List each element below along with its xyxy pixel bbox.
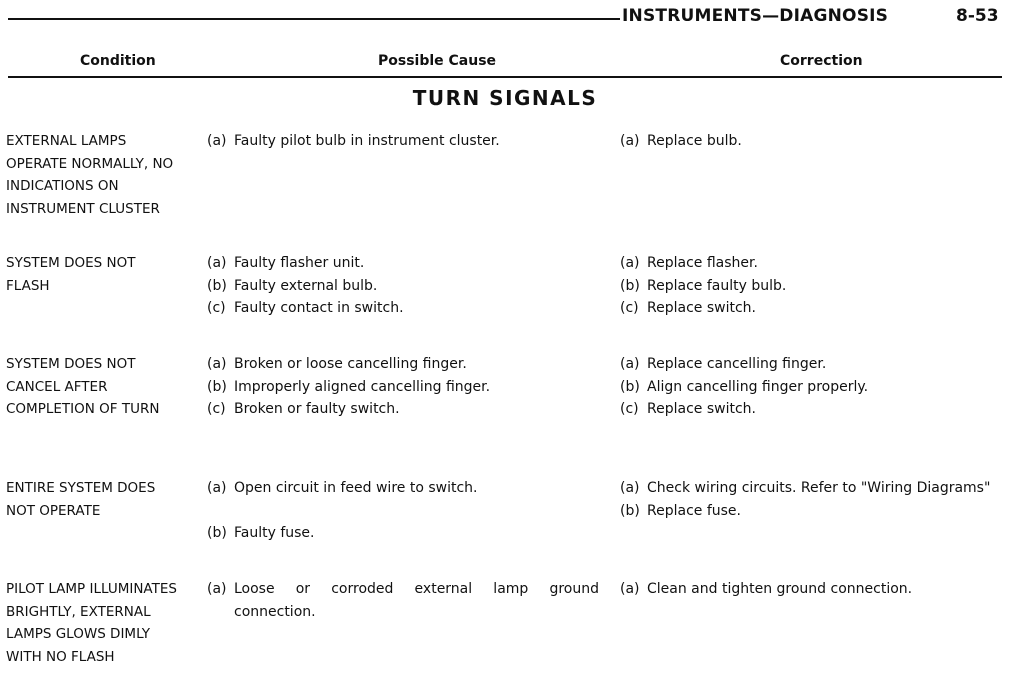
possible-cause-list [207,130,599,153]
item-text: Broken or loose cancelling finger. [234,356,467,372]
correction-item [620,275,1005,298]
item-label: (a) [207,480,227,496]
page-number: 8-53 [956,6,999,26]
item-label: (c) [207,401,226,417]
possible-cause-list [207,477,599,545]
column-header-possible-cause: Possible Cause [378,53,497,69]
cause-item [207,130,599,153]
correction-item [620,130,1005,153]
correction-item [620,500,1005,523]
column-header-correction: Correction [780,53,863,69]
condition-text: SYSTEM DOES NOT FLASH [6,255,136,294]
cause-item [207,353,599,376]
item-text: Replace switch. [647,401,756,417]
item-label: (a) [620,480,640,496]
item-label: (a) [207,255,227,271]
item-text: Check wiring circuits. Refer to "Wiring Diagrams" [647,480,991,496]
correction-list [620,130,1005,153]
condition-text: SYSTEM DOES NOT CANCEL AFTER COMPLETION OF TURN [6,356,160,417]
item-label: (b) [207,525,227,541]
cause-item [207,398,599,421]
item-label: (a) [207,133,227,149]
cause-item [207,522,599,545]
section-title: TURN SIGNALS [412,86,598,110]
item-text: Replace bulb. [647,133,742,149]
page-header [0,0,1024,40]
item-text: Improperly aligned cancelling finger. [234,378,491,395]
item-label: (c) [620,401,639,417]
chapter-title: INSTRUMENTS—DIAGNOSIS [622,6,889,26]
item-text: Broken or faulty switch. [234,401,400,417]
item-text: Replace fuse. [647,502,741,519]
item-text: Clean and tighten ground connection. [647,581,913,597]
column-header-condition: Condition [80,53,156,69]
item-text: Replace switch. [647,300,756,316]
condition-text: PILOT LAMP ILLUMINATES BRIGHTLY, EXTERNAL LAMPS GLOWS DIMLY WITH NO FLASH [6,581,177,665]
correction-item [620,297,1005,320]
item-label: (b) [207,378,227,395]
cause-item [207,297,599,320]
item-text: Faulty fuse. [234,525,315,541]
correction-item [620,376,1005,399]
item-label: (a) [620,356,640,372]
item-text: Replace cancelling finger. [647,356,827,372]
item-label: (a) [620,133,640,149]
possible-cause-list [207,578,599,623]
correction-list [620,353,1005,421]
cause-item [207,275,599,298]
item-text: Replace flasher. [647,255,758,271]
item-text: Loose or corroded external lamp ground connection. [234,581,599,620]
correction-item [620,477,1005,500]
cause-item [207,252,599,275]
header-divider [8,76,1002,78]
possible-cause-list [207,353,599,421]
correction-item [620,353,1005,376]
header-rule [8,18,620,20]
item-text: Align cancelling finger properly. [647,378,869,395]
possible-cause-list [207,252,599,320]
correction-item [620,252,1005,275]
item-label: (b) [620,277,640,294]
item-label: (c) [620,300,639,316]
cause-item [207,376,599,399]
item-text: Faulty contact in switch. [234,300,404,316]
condition-text: EXTERNAL LAMPS OPERATE NORMALLY, NO INDICATIONS ON INSTRUMENT CLUSTER [6,133,174,217]
correction-list [620,477,1005,522]
item-text: Open circuit in feed wire to switch. [234,480,478,496]
condition-text: ENTIRE SYSTEM DOES NOT OPERATE [6,480,156,519]
item-label: (b) [207,277,227,294]
item-label: (a) [620,255,640,271]
item-label: (b) [620,378,640,395]
correction-item [620,398,1005,421]
item-text: Faulty flasher unit. [234,255,365,271]
cause-item [207,578,599,623]
item-label: (b) [620,502,640,519]
item-label: (a) [620,581,640,597]
item-text: Faulty external bulb. [234,277,378,294]
cause-item [207,477,599,500]
item-label: (a) [207,581,227,597]
correction-list [620,252,1005,320]
item-text: Faulty pilot bulb in instrument cluster. [234,133,500,149]
item-text: Replace faulty bulb. [647,277,787,294]
correction-list [620,578,1005,601]
item-label: (c) [207,300,226,316]
item-label: (a) [207,356,227,372]
correction-item [620,578,1005,601]
